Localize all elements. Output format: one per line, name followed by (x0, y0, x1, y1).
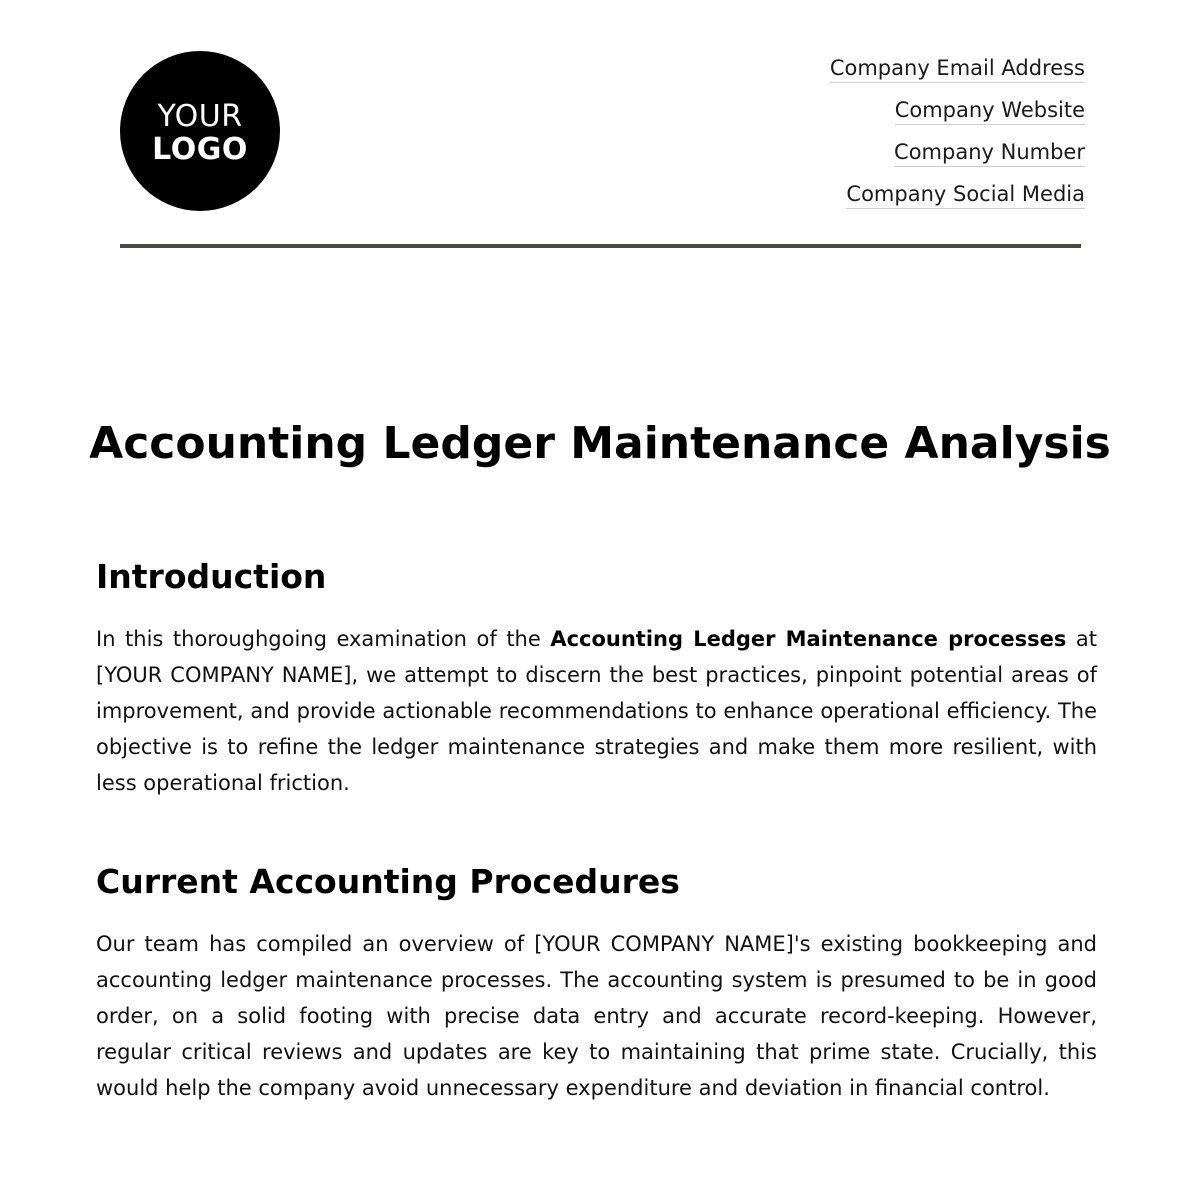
company-email: Company Email Address (830, 54, 1085, 83)
company-logo (120, 51, 280, 211)
company-website: Company Website (895, 96, 1085, 125)
intro-text-start: In this thoroughgoing examination of the (96, 627, 551, 651)
introduction-paragraph (96, 621, 1097, 801)
header-divider (120, 244, 1081, 248)
company-number: Company Number (894, 138, 1085, 167)
document-title: Accounting Ledger Maintenance Analysis (89, 418, 1111, 469)
intro-bold-text: Accounting Ledger Maintenance processes (550, 627, 1067, 651)
logo-line-1: YOUR (157, 98, 243, 134)
company-social-media: Company Social Media (846, 180, 1085, 209)
contact-block (830, 54, 1085, 222)
intro-text-end: at [YOUR COMPANY NAME], we attempt to discern the best practices, pinpoint potential areas of improvement, and provide actionable recommendations to enhance operational efficiency. The objective is to refine the ledger maintenance strategies and make them more resilient, with less operational friction. (96, 627, 1098, 795)
current-procedures-paragraph: Our team has compiled an overview of [YOUR COMPANY NAME]'s existing bookkeeping and accounting ledger maintenance processes. The accounting system is presumed to be in good order, on a solid footing with precise data entry and accurate record-keeping. However, regular critical reviews and updates are key to maintaining that prime state. Crucially, this would help the company avoid unnecessary expenditure and deviation in financial control. (96, 932, 1097, 1100)
logo-line-2: LOGO (152, 131, 248, 167)
section-heading-current-procedures: Current Accounting Procedures (96, 862, 680, 901)
section-heading-introduction: Introduction (96, 557, 327, 596)
